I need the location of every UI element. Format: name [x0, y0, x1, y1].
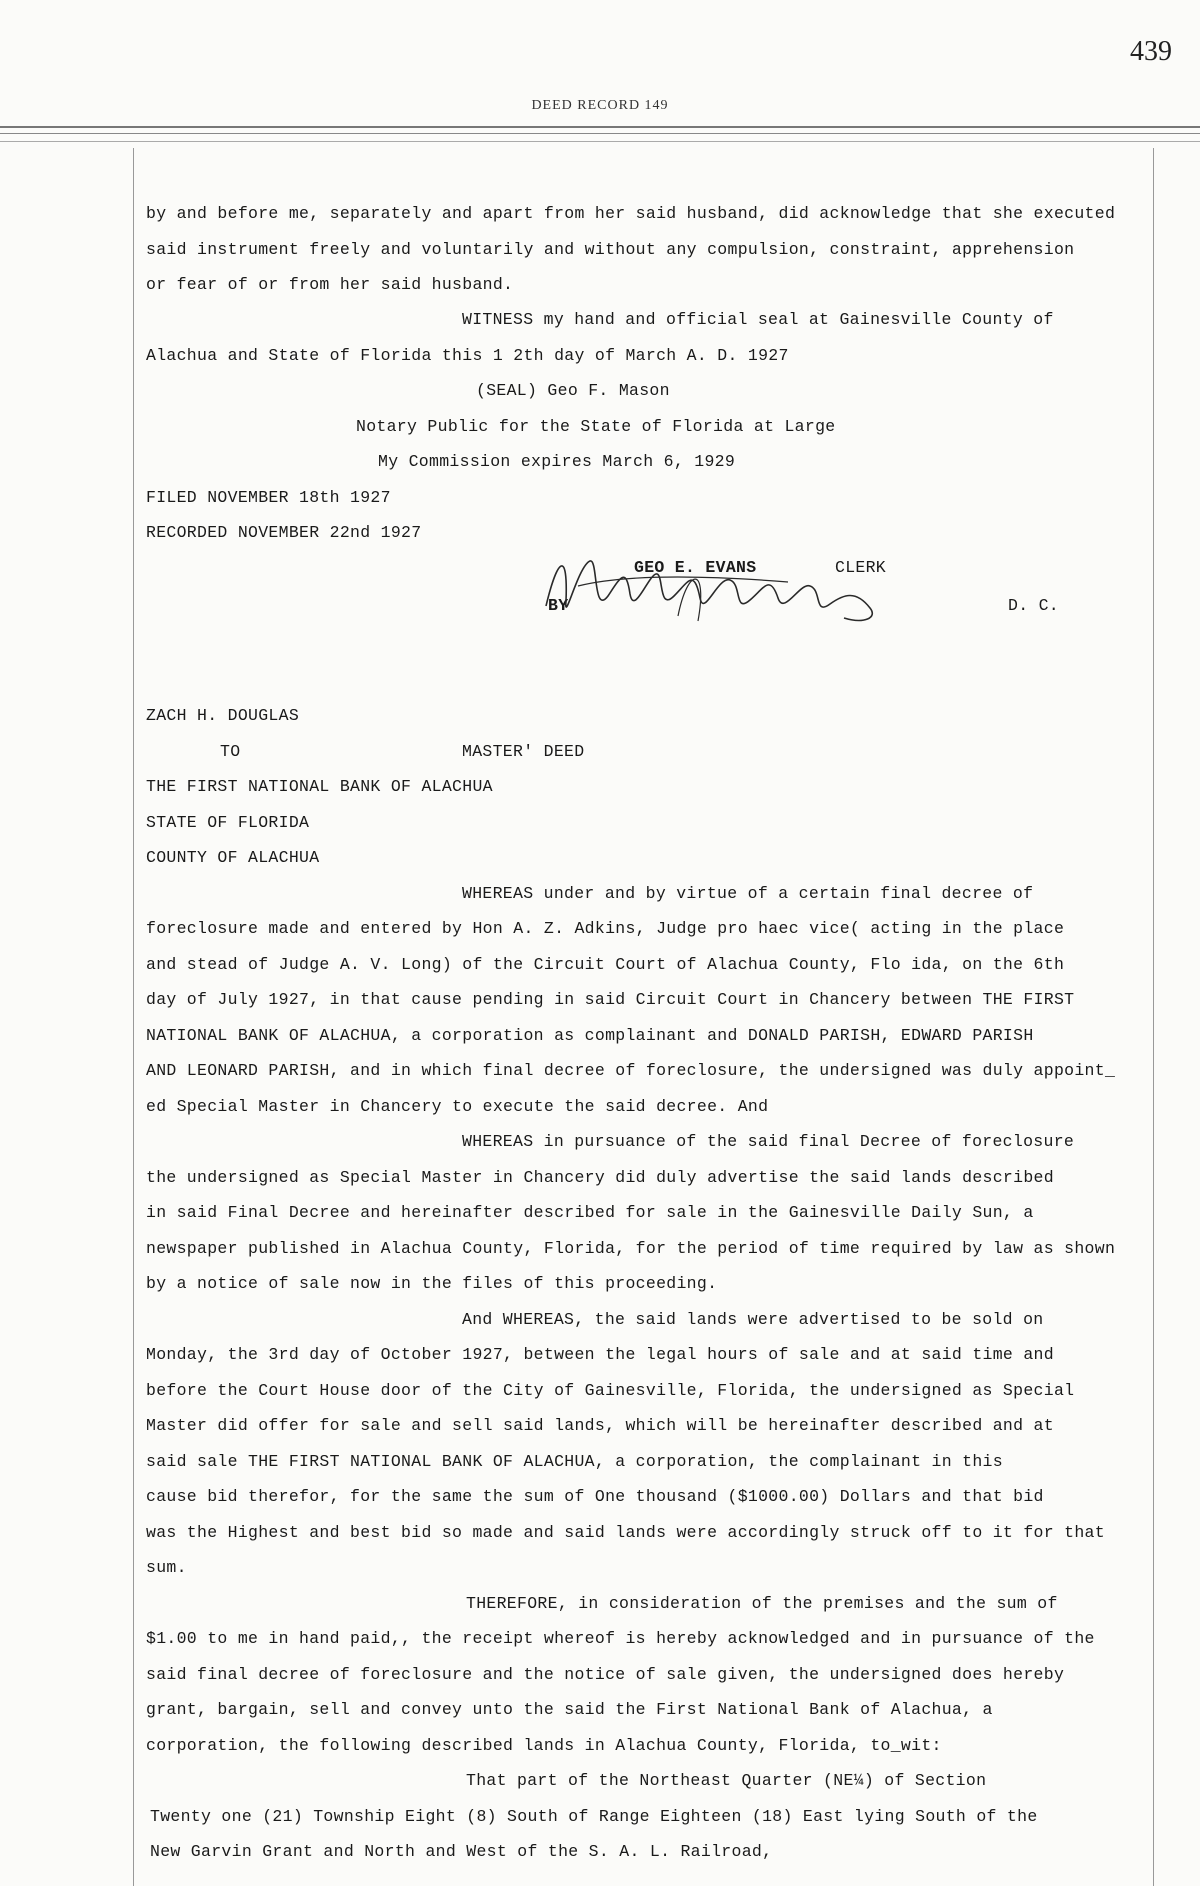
deed-type: MASTER' DEED: [462, 742, 585, 761]
text-line: Alachua and State of Florida this 1 2th day of March A. D. 1927: [146, 346, 789, 365]
text-line: and stead of Judge A. V. Long) of the Circuit Court of Alachua County, Flo ida, on the 6th: [146, 955, 1065, 974]
county-line: COUNTY OF ALACHUA: [146, 848, 320, 867]
text-line: New Garvin Grant and North and West of the S. A. L. Railroad,: [150, 1842, 773, 1861]
text-line: Monday, the 3rd day of October 1927, between the legal hours of sale and at said time and: [146, 1345, 1054, 1364]
recorded-line: RECORDED NOVEMBER 22nd 1927: [146, 523, 422, 542]
text-line: That part of the Northeast Quarter (NE¼) of Section: [466, 1771, 987, 1790]
to-label: TO: [220, 742, 241, 761]
text-line: was the Highest and best bid so made and said lands were accordingly struck off to it for that: [146, 1523, 1105, 1542]
text-line: WHEREAS in pursuance of the said final Decree of foreclosure: [462, 1132, 1075, 1151]
clerk-name: GEO E. EVANS: [634, 558, 757, 577]
deputy-clerk-label: D. C.: [1008, 596, 1060, 615]
state-line: STATE OF FLORIDA: [146, 813, 310, 832]
by-label: BY: [548, 596, 569, 615]
filed-line: FILED NOVEMBER 18th 1927: [146, 488, 391, 507]
text-line: grant, bargain, sell and convey unto the said the First National Bank of Alachua, a: [146, 1700, 993, 1719]
text-line: Master did offer for sale and sell said lands, which will be hereinafter described and at: [146, 1416, 1054, 1435]
text-line: before the Court House door of the City of Gainesville, Florida, the undersigned as Special: [146, 1381, 1075, 1400]
text-line: foreclosure made and entered by Hon A. Z. Adkins, Judge pro haec vice( acting in the place: [146, 919, 1065, 938]
text-line: WITNESS my hand and official seal at Gainesville County of: [462, 310, 1054, 329]
text-line: day of July 1927, in that cause pending in said Circuit Court in Chancery between THE FIRST: [146, 990, 1075, 1009]
text-line: newspaper published in Alachua County, Florida, for the period of time required by law as shown: [146, 1239, 1116, 1258]
text-line: the undersigned as Special Master in Chancery did duly advertise the said lands described: [146, 1168, 1054, 1187]
clerk-title: CLERK: [835, 558, 887, 577]
text-line: in said Final Decree and hereinafter described for sale in the Gainesville Daily Sun, a: [146, 1203, 1034, 1222]
text-line: sum.: [146, 1558, 187, 1577]
right-margin-line: [1153, 148, 1154, 1886]
text-line: or fear of or from her said husband.: [146, 275, 514, 294]
left-margin-line: [133, 148, 134, 1886]
grantor-name: ZACH H. DOUGLAS: [146, 706, 300, 725]
text-line: ed Special Master in Chancery to execute the said decree. And: [146, 1097, 769, 1116]
text-line: by a notice of sale now in the files of this proceeding.: [146, 1274, 718, 1293]
grantee-name: THE FIRST NATIONAL BANK OF ALACHUA: [146, 777, 493, 796]
header-rule: [0, 141, 1200, 142]
text-line: And WHEREAS, the said lands were advertised to be sold on: [462, 1310, 1044, 1329]
text-line: said sale THE FIRST NATIONAL BANK OF ALACHUA, a corporation, the complainant in this: [146, 1452, 1003, 1471]
text-line: said instrument freely and voluntarily and without any compulsion, constraint, apprehension: [146, 240, 1075, 259]
page-number: 439: [1130, 36, 1172, 67]
text-line: NATIONAL BANK OF ALACHUA, a corporation as complainant and DONALD PARISH, EDWARD PARISH: [146, 1026, 1034, 1045]
record-header: DEED RECORD 149: [531, 98, 669, 113]
text-line: Twenty one (21) Township Eight (8) South of Range Eighteen (18) East lying South of the: [150, 1807, 1038, 1826]
text-line: cause bid therefor, for the same the sum of One thousand ($1000.00) Dollars and that bid: [146, 1487, 1044, 1506]
signature-icon: [538, 546, 898, 636]
header-rule: [0, 133, 1200, 134]
notary-seal-line: (SEAL) Geo F. Mason: [476, 381, 670, 400]
text-line: $1.00 to me in hand paid,, the receipt whereof is hereby acknowledged and in pursuance of the: [146, 1629, 1095, 1648]
text-line: WHEREAS under and by virtue of a certain final decree of: [462, 884, 1034, 903]
text-line: Notary Public for the State of Florida at Large: [356, 417, 836, 436]
text-line: THEREFORE, in consideration of the premises and the sum of: [466, 1594, 1058, 1613]
text-line: by and before me, separately and apart from her said husband, did acknowledge that she executed: [146, 204, 1116, 223]
text-line: said final decree of foreclosure and the notice of sale given, the undersigned does hereby: [146, 1665, 1065, 1684]
text-line: My Commission expires March 6, 1929: [378, 452, 736, 471]
text-line: AND LEONARD PARISH, and in which final decree of foreclosure, the undersigned was duly appoint_: [146, 1061, 1116, 1080]
text-line: corporation, the following described lands in Alachua County, Florida, to_wit:: [146, 1736, 942, 1755]
header-rule: [0, 126, 1200, 128]
